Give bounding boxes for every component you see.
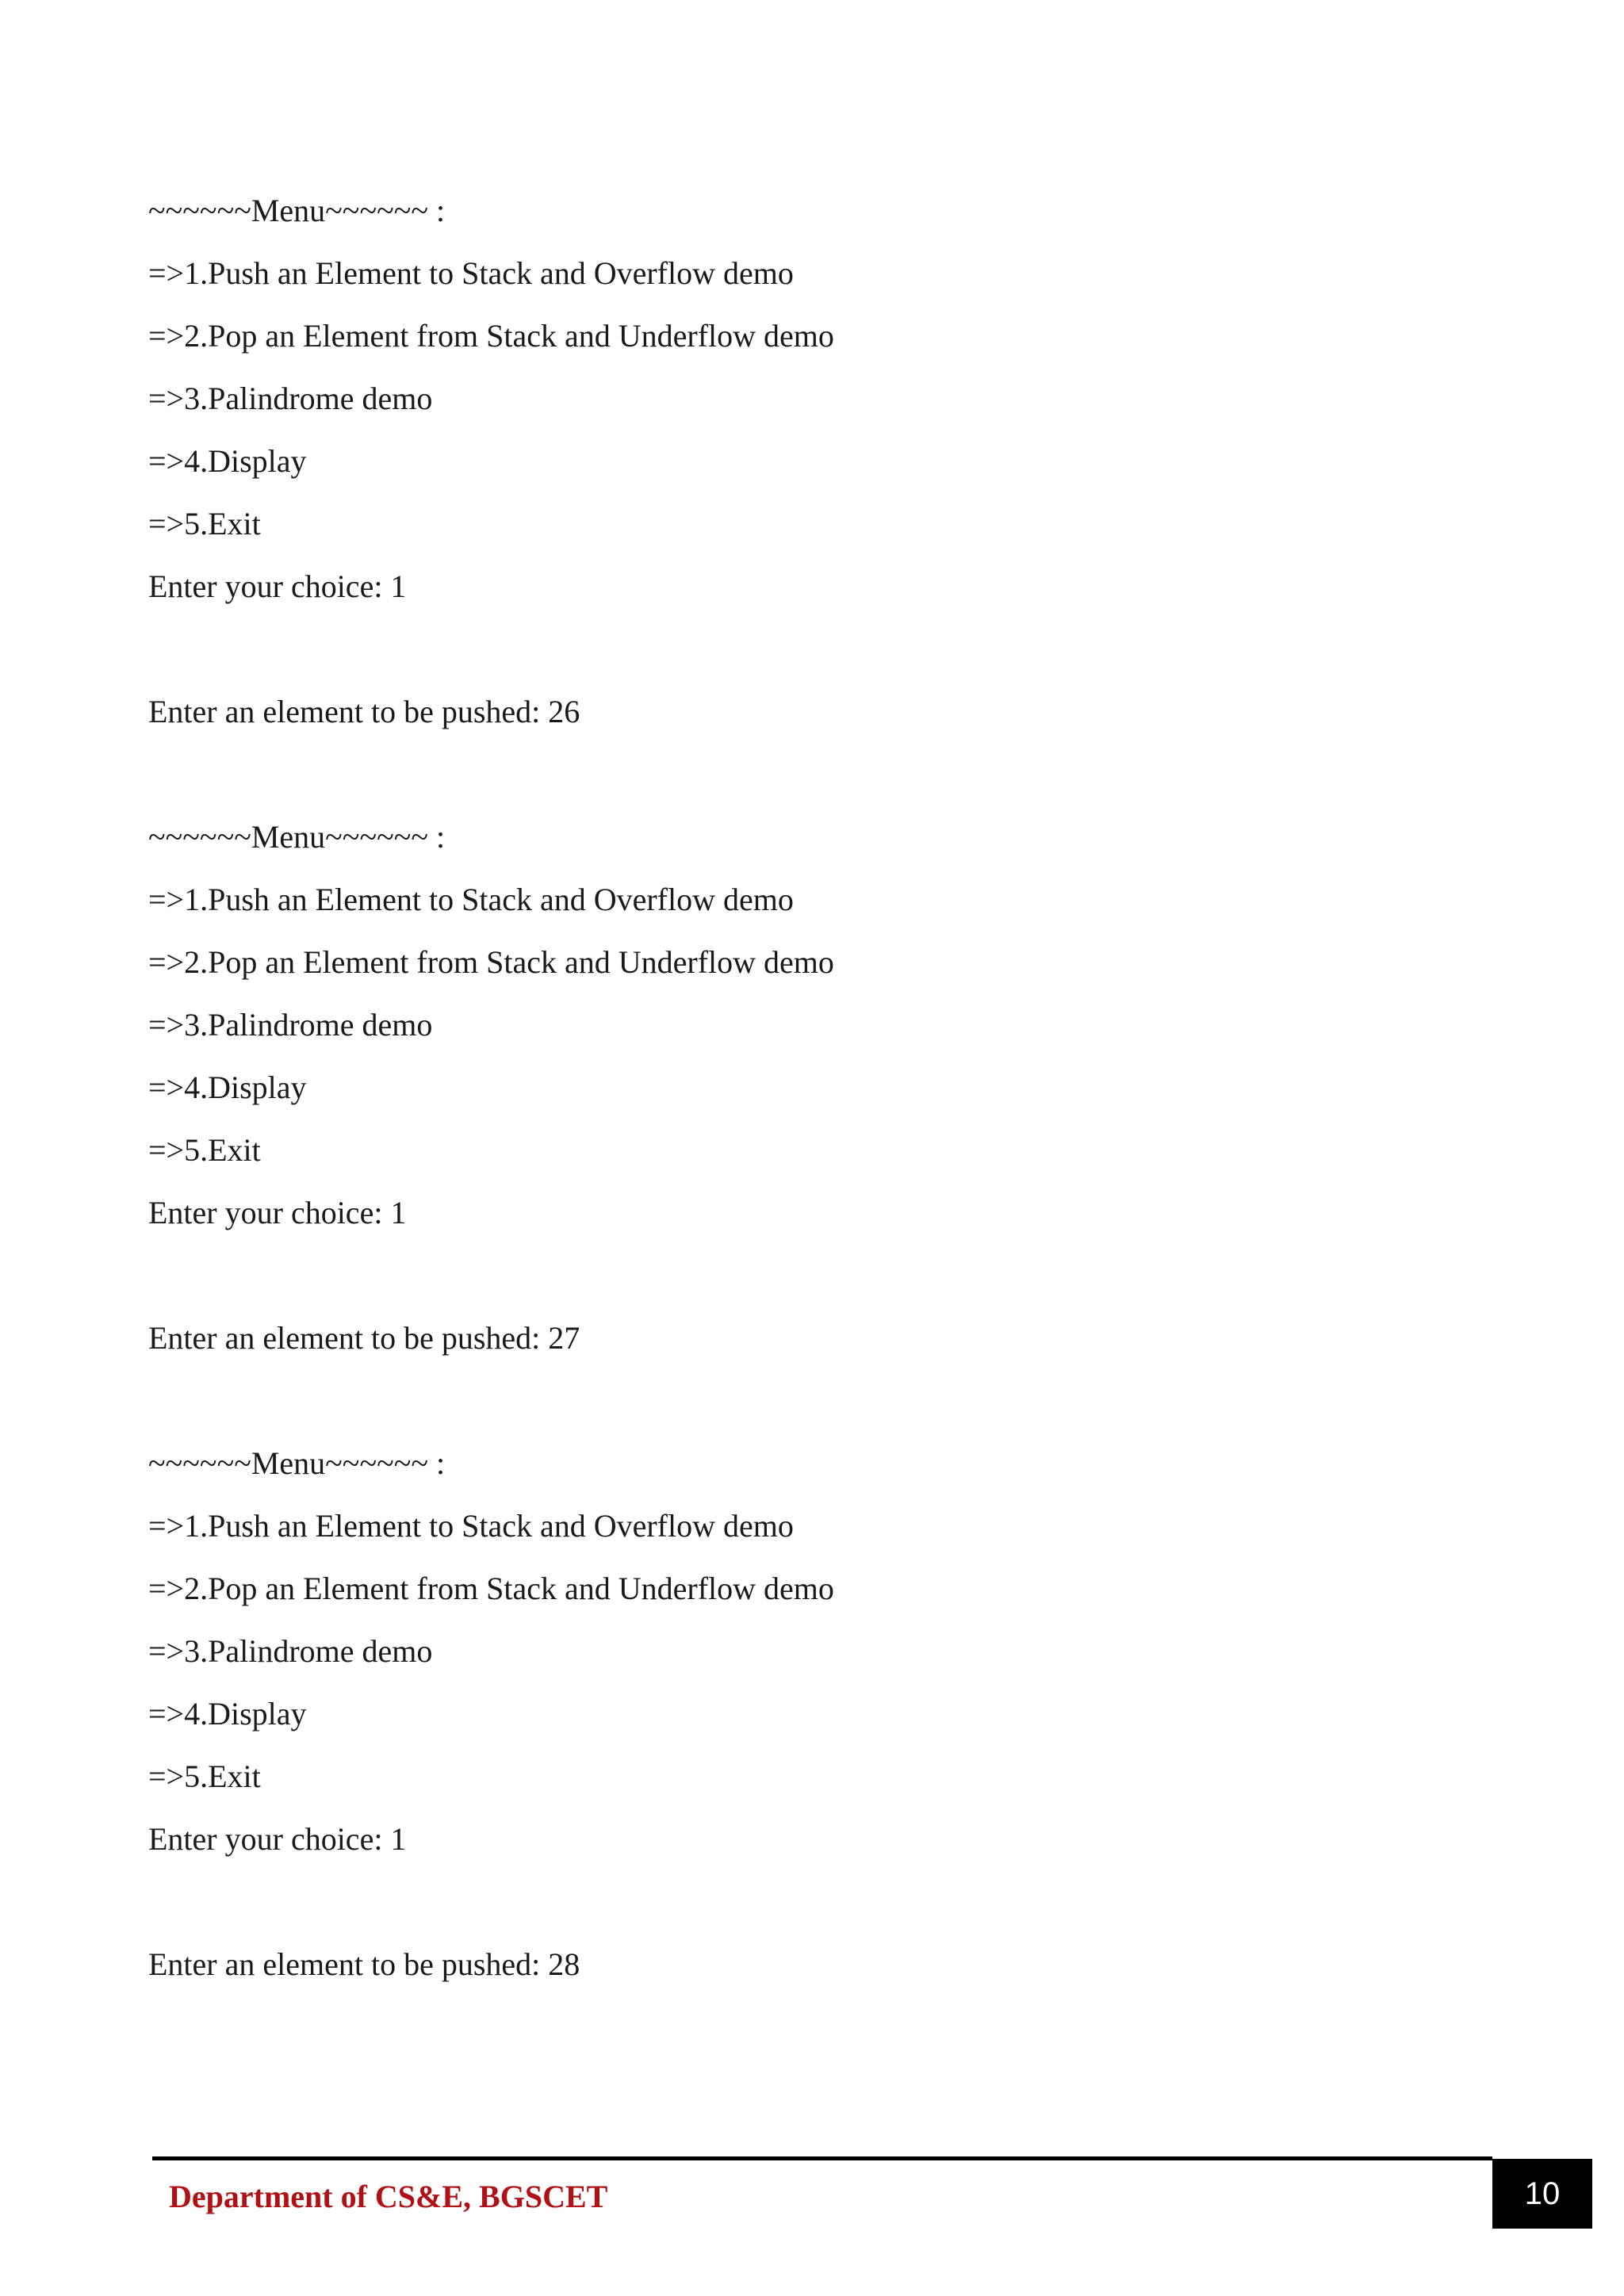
- blank-line: [148, 1255, 1496, 1296]
- page-number: 10: [1524, 2175, 1561, 2211]
- push-prompt: Enter an element to be pushed: 27: [148, 1320, 580, 1356]
- menu-option-exit: =>5.Exit: [148, 1758, 261, 1794]
- menu-header: ~~~~~~Menu~~~~~~ :: [148, 193, 446, 228]
- menu-option-display: =>4.Display: [148, 443, 307, 479]
- menu-option-palindrome: =>3.Palindrome demo: [148, 381, 433, 416]
- footer-divider: [152, 2156, 1492, 2160]
- menu-option-pop: =>2.Pop an Element from Stack and Underflow demo: [148, 1571, 834, 1606]
- menu-option-display: =>4.Display: [148, 1696, 307, 1732]
- blank-line: [148, 629, 1496, 670]
- menu-option-exit: =>5.Exit: [148, 1132, 261, 1168]
- menu-header: ~~~~~~Menu~~~~~~ :: [148, 819, 446, 855]
- push-prompt: Enter an element to be pushed: 28: [148, 1946, 580, 1982]
- choice-prompt: Enter your choice: 1: [148, 1195, 407, 1230]
- menu-option-exit: =>5.Exit: [148, 506, 261, 541]
- menu-option-palindrome: =>3.Palindrome demo: [148, 1007, 433, 1043]
- menu-option-push: =>1.Push an Element to Stack and Overflow demo: [148, 1508, 794, 1544]
- footer-department: Department of CS&E, BGSCET: [169, 2179, 608, 2214]
- menu-option-push: =>1.Push an Element to Stack and Overflow demo: [148, 882, 794, 917]
- menu-option-pop: =>2.Pop an Element from Stack and Underflow demo: [148, 318, 834, 354]
- program-output: [148, 190, 1496, 2007]
- menu-option-palindrome: =>3.Palindrome demo: [148, 1633, 433, 1669]
- blank-line: [148, 1380, 1496, 1422]
- menu-option-pop: =>2.Pop an Element from Stack and Underflow demo: [148, 944, 834, 980]
- blank-line: [148, 1881, 1496, 1923]
- push-prompt: Enter an element to be pushed: 26: [148, 694, 580, 729]
- choice-prompt: Enter your choice: 1: [148, 1821, 407, 1857]
- choice-prompt: Enter your choice: 1: [148, 568, 407, 604]
- menu-option-display: =>4.Display: [148, 1070, 307, 1105]
- blank-line: [148, 754, 1496, 795]
- page-number-box: [1492, 2159, 1592, 2229]
- menu-header: ~~~~~~Menu~~~~~~ :: [148, 1445, 446, 1481]
- menu-option-push: =>1.Push an Element to Stack and Overflow demo: [148, 255, 794, 291]
